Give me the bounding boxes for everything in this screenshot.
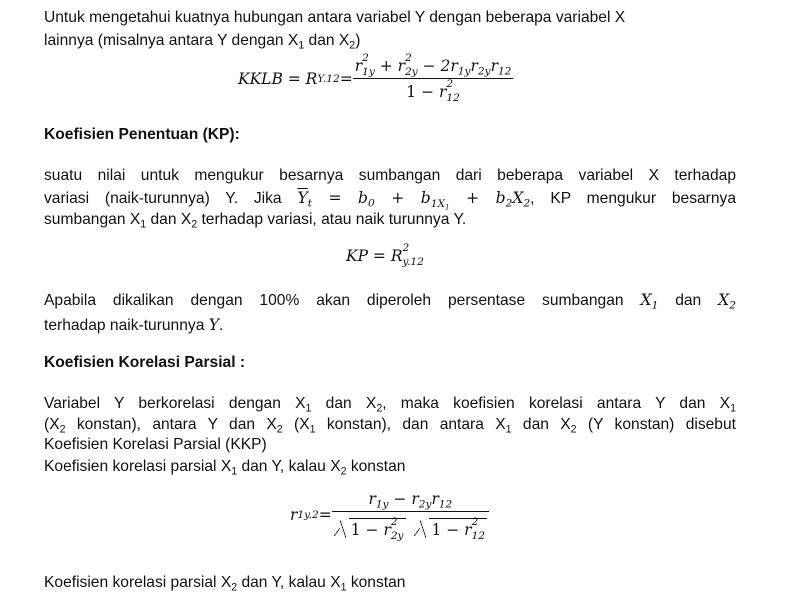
kkp-para-line-3: Koefisien Korelasi Parsial (KKP) (44, 436, 267, 453)
kklb-fraction: r 2 $_{1y}$ + r 2 $_{2y} - 2r_{1y}r_{2y}r_{12}$ 1 − r 2 $_{12}$ (354, 52, 512, 104)
sqrt-symbol: 1 − r 2 $_{2y}$ (334, 518, 406, 539)
partial-correlation-formula: r 1y.2 = $r_{1y} - r_{2y}r_{12}$ 1 − r 2 $_{2y}$ 1 − r 2 $_{12}$ (290, 490, 489, 539)
kp-para-line-3: sumbangan $X_1$ dan $X_2$ terhadap variasi, atau naik turunnya Y. (44, 211, 467, 231)
apabila-line-1: Apabila dikalikan dengan 100% akan diperoleh persentase sumbangan $X_1$ dan $X_2$ (44, 291, 736, 312)
kkp-para-line-4: Koefisien korelasi parsial $X_1$ dan Y, kalau $X_2$ konstan (44, 458, 406, 478)
intro-line-2: lainnya (misalnya antara Y dengan $X_1$ dan $X_2$) (44, 32, 361, 52)
kp-formula: KP = R 2 $_{y.12}$ (346, 242, 424, 268)
last-line: Koefisien korelasi parsial $X_2$ dan Y, kalau $X_1$ konstan (44, 574, 406, 594)
kklb-formula: KKLB = R Y.12 = r 2 $_{1y}$ + r 2 $_{2y} - 2r_{1y}r_{2y}r_{12}$ 1 − r 2 $_{12}$ (238, 52, 512, 104)
kp-para-line-2: variasi (naik-turunnya) Y. Jika $\overline{Y}_t = b_0 + b_{1X_1} + b_2X_2$, KP mengukur besarnya (44, 189, 737, 212)
sqrt-symbol: 1 − r 2 $_{12}$ (414, 518, 487, 539)
kkp-para-line-2: ($X_2$ konstan), antara Y dan $X_2$ ($X_1$ konstan), dan antara $X_1$ dan $X_2$ (Y konstan) disebut (44, 416, 736, 436)
intro-line-1: Untuk mengetahui kuatnya hubungan antara variabel Y dengan beberapa variabel X (44, 9, 626, 26)
kkp-heading: Koefisien Korelasi Parsial : (44, 354, 246, 371)
partial-correlation-fraction: $r_{1y} - r_{2y}r_{12}$ 1 − r 2 $_{2y}$ 1 − r 2 $_{12}$ (332, 490, 489, 539)
kkp-para-line-1: Variabel Y berkorelasi dengan $X_1$ dan $X_2$, maka koefisien korelasi antara Y dan $X_1$ (44, 395, 736, 415)
kp-para-line-1: suatu nilai untuk mengukur besarnya sumbangan dari beberapa variabel X terhadap (44, 167, 736, 184)
kp-heading: Koefisien Penentuan (KP): (44, 126, 240, 143)
apabila-line-2: terhadap naik-turunnya Y. (44, 316, 224, 334)
